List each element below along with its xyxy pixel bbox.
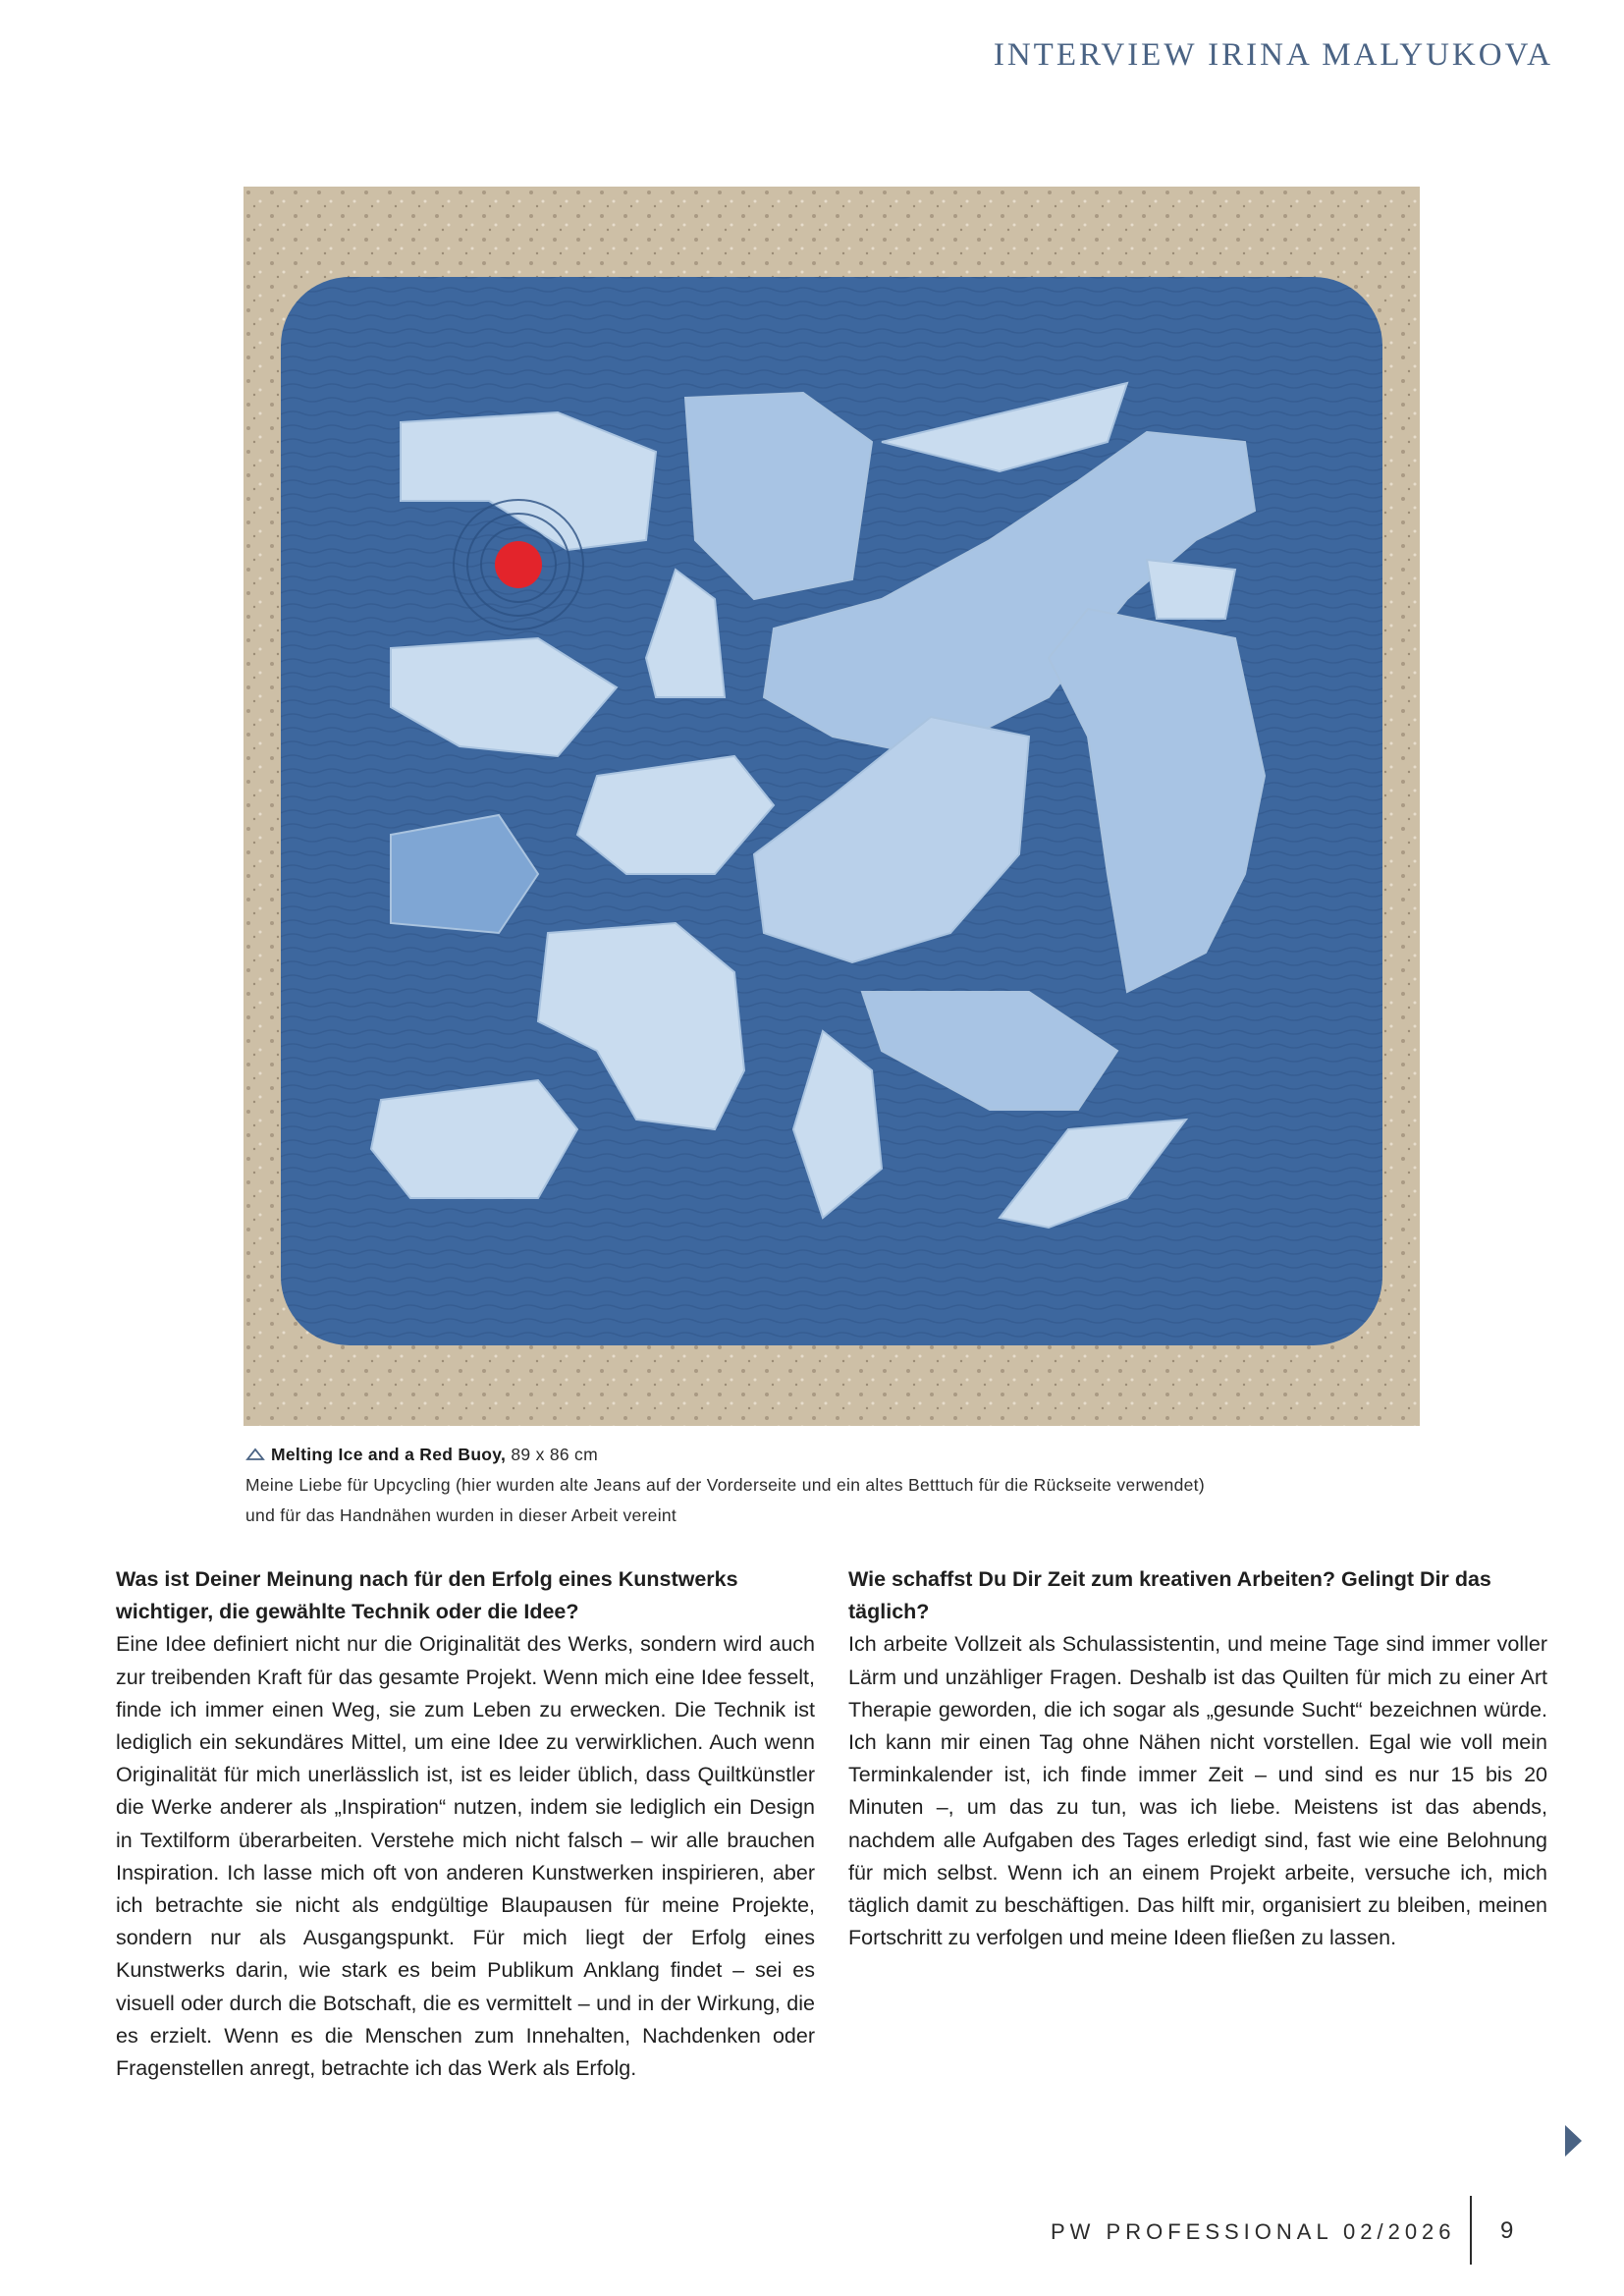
figure-title: Melting Ice and a Red Buoy,	[271, 1445, 507, 1464]
magazine-footer: PW PROFESSIONAL 02/2026	[1051, 2219, 1456, 2244]
triangle-outline-icon	[245, 1448, 265, 1461]
figure-caption-line2: und für das Handnähen wurden in dieser Arbeit vereint	[245, 1505, 677, 1525]
running-header: INTERVIEW IRINA MALYUKOVA	[993, 37, 1553, 73]
page-number: 9	[1500, 2217, 1514, 2244]
left-column	[116, 1563, 815, 2085]
figure-caption-line1: Meine Liebe für Upcycling (hier wurden alte Jeans auf der Vorderseite und ein altes Betttuch für die Rückseite verwendet)	[245, 1475, 1205, 1495]
left-answer: Eine Idee definiert nicht nur die Originalität des Werks, sondern wird auch zur treibenden Kraft für das gesamte Projekt. Wenn mich eine Idee fesselt, finde ich immer einen Weg, sie zum Leben zu erwecken. Die Technik ist lediglich ein sekundäres Mittel, um eine Idee zu verwirklichen. Auch wenn Originalität für mich unerlässlich ist, ist es leider üblich, dass Quiltkünstler die Werke anderer als „Inspiration“ nutzen, indem sie lediglich ein Design in Textilform überarbeiten. Verstehe mich nicht falsch – wir alle brauchen Inspiration. Ich lasse mich oft von anderen Kunstwerken inspirieren, aber ich betrachte sie nicht als endgültige Blaupausen für meine Projekte, sondern nur als Ausgangspunkt. Für mich liegt der Erfolg eines Kunstwerks darin, wie stark es beim Publikum Anklang findet – sei es visuell oder durch die Botschaft, die es vermittelt – und in der Wirkung, die es erzielt. Wenn es die Menschen zum Innehalten, Nachdenken oder Fragenstellen anregt, betrachte ich das Werk als Erfolg.	[116, 1632, 815, 2081]
footer-divider	[1470, 2196, 1472, 2265]
triangle-right-icon	[1565, 2125, 1582, 2157]
figure-dimensions: 89 x 86 cm	[511, 1445, 598, 1464]
left-question: Was ist Deiner Meinung nach für den Erfolg eines Kunstwerks wichtiger, die gewählte Technik oder die Idee?	[116, 1567, 738, 1624]
quilt-photo	[244, 187, 1420, 1426]
right-question: Wie schaffst Du Dir Zeit zum kreativen Arbeiten? Gelingt Dir das täglich?	[848, 1567, 1491, 1624]
right-column	[848, 1563, 1547, 1954]
right-answer: Ich arbeite Vollzeit als Schulassistentin, und meine Tage sind immer voller Lärm und unzähliger Fragen. Deshalb ist das Quilten für mich zu einer Art Therapie geworden, die ich sogar als „gesunde Sucht“ bezeichnen würde. Ich kann mir einen Tag ohne Nähen nicht vorstellen. Egal wie voll mein Terminkalender ist, ich finde immer Zeit – und sind es nur 15 bis 20 Minuten –, um das zu tun, was ich liebe. Meistens ist das abends, nachdem alle Aufgaben des Tages erledigt sind, fast wie eine Belohnung für mich selbst. Wenn ich an einem Projekt arbeite, versuche ich, mich täglich damit zu beschäftigen. Das hilft mir, organisiert zu bleiben, meinen Fortschritt zu verfolgen und meine Ideen fließen zu lassen.	[848, 1632, 1547, 1950]
figure-caption	[245, 1440, 1424, 1531]
